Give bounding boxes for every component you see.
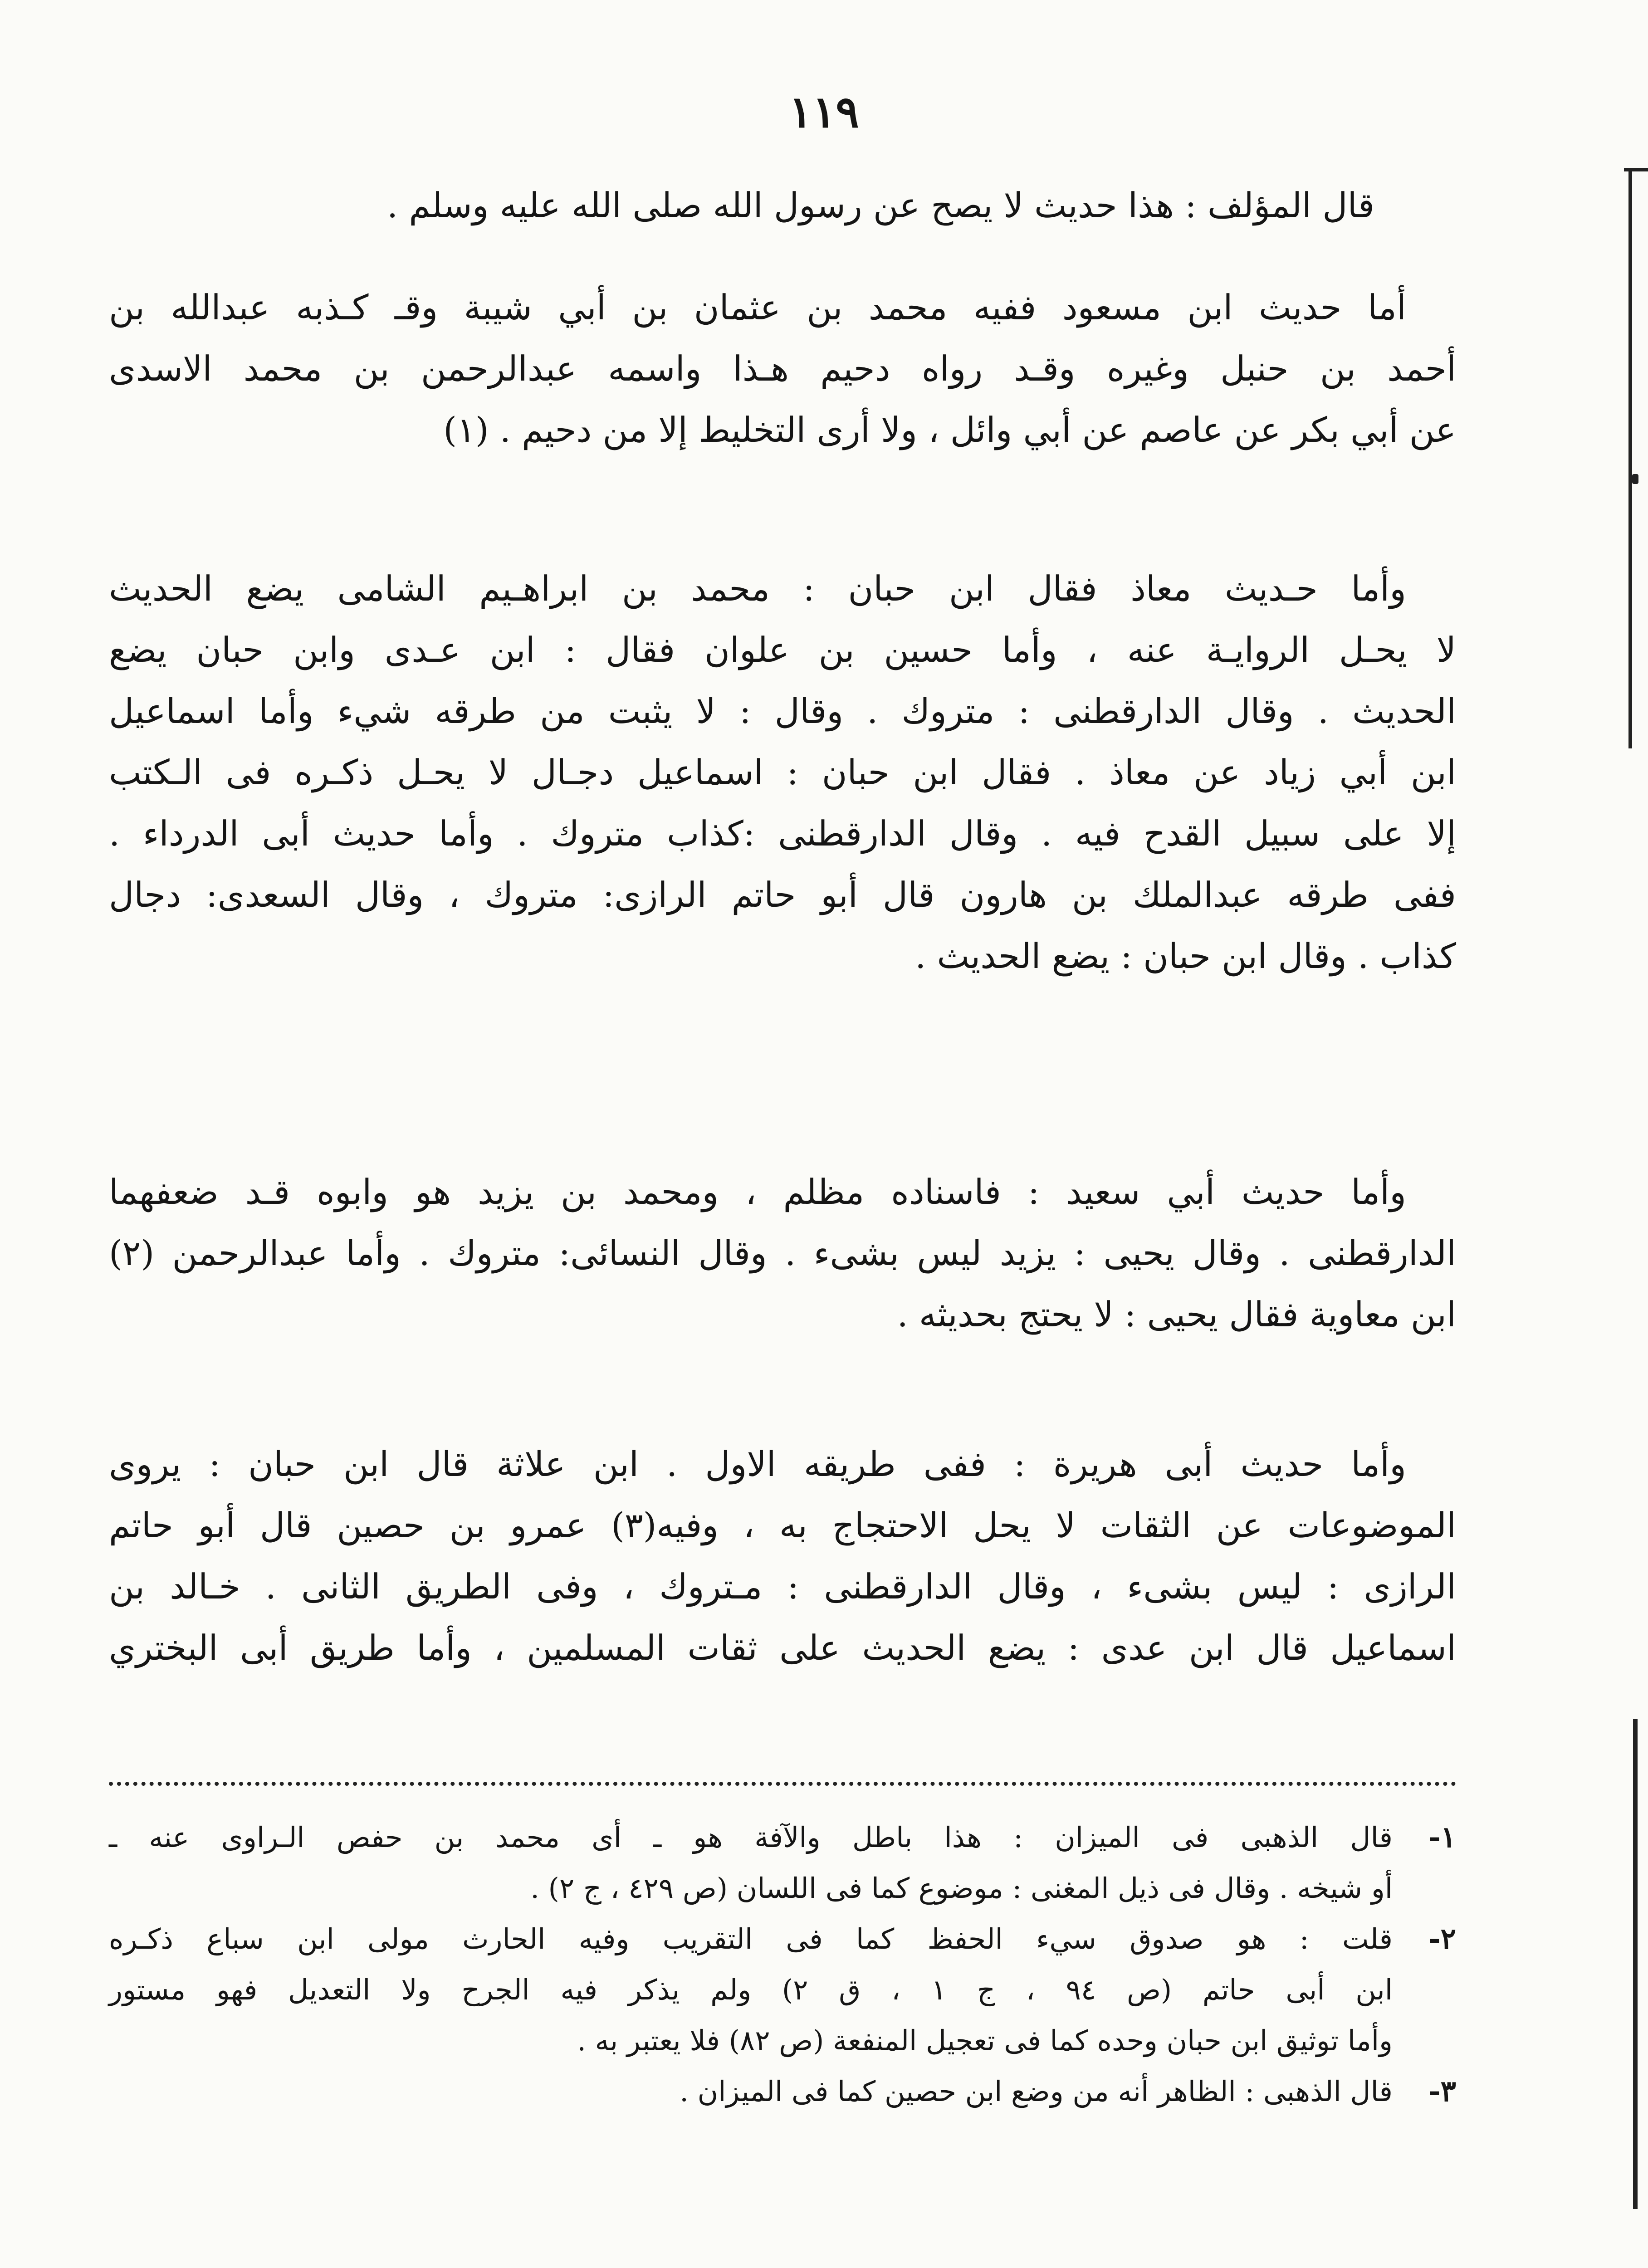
footnote-text bbox=[109, 2066, 1393, 2117]
paragraph-abu-hurayra bbox=[109, 1433, 1456, 1678]
paragraph-text bbox=[109, 558, 1456, 987]
footnote-number: ٣- bbox=[1428, 2074, 1456, 2108]
text-line: إلا على سبيل القدح فيه . وقال الدارقطنى :كذاب متروك . وأما حديث أبى الدرداء . bbox=[109, 813, 1456, 854]
footnote-text bbox=[109, 1914, 1393, 2066]
paragraph-ibn-masud bbox=[109, 277, 1456, 460]
author-statement-text bbox=[109, 175, 1456, 236]
text-line: ابن أبي زياد عن معاذ . فقال ابن حبان : اسماعيل دجـال لا يحـل ذكـره فى الـكتب bbox=[109, 752, 1456, 792]
text-line: لا يحـل الروايـة عنه ، وأما حسين بن علوان فقال : ابن عـدى وابن حبان يضع bbox=[109, 630, 1456, 670]
text-line: الموضوعات عن الثقات لا يحل الاحتجاج به ، وفيه(٣) عمرو بن حصين قال أبو حاتم bbox=[109, 1505, 1456, 1545]
text-line: وأما توثيق ابن حبان وحده كما فى تعجيل المنفعة (ص ٨٢) فلا يعتبر به . bbox=[577, 2024, 1393, 2057]
text-line: عن أبي بكر عن عاصم عن أبي وائل ، ولا أرى التخليط إلا من دحيم . (١) bbox=[443, 410, 1456, 450]
text-line: قال الذهبى : الظاهر أنه من وضع ابن حصين كما فى الميزان . bbox=[680, 2075, 1393, 2108]
footnote-text bbox=[109, 1812, 1393, 1914]
footnote-number: ٢- bbox=[1428, 1922, 1456, 1956]
text-line: قال الذهبى فى الميزان : هذا باطل والآفة هو ـ أى محمد بن حفص الـراوى عنه ـ bbox=[109, 1821, 1393, 1854]
text-line: الحديث . وقال الدارقطنى : متروك . وقال : لا يثبت من طرقه شيء وأما اسماعيل bbox=[109, 691, 1456, 731]
footnotes bbox=[109, 1812, 1456, 2117]
binding-edge-line bbox=[1633, 1719, 1638, 2209]
text-line: الدارقطنى . وقال يحيى : يزيد ليس بشىء . وقال النسائى: متروك . وأما عبدالرحمن (٢) bbox=[109, 1233, 1456, 1273]
text-line: كذاب . وقال ابن حبان : يضع الحديث . bbox=[915, 936, 1456, 976]
text-line: ابن معاوية فقال يحيى : لا يحتج بحديثه . bbox=[897, 1294, 1456, 1334]
paragraph-text bbox=[109, 1433, 1456, 1678]
text-line: أما حديث ابن مسعود ففيه محمد بن عثمان بن أبي شيبة وقـ كـذبه عبدالله بن bbox=[109, 287, 1406, 327]
footnote-1 bbox=[109, 1812, 1456, 1914]
text-line: ففى طرقه عبدالملك بن هارون قال أبو حاتم الرازى: متروك ، وقال السعدى: دجال bbox=[109, 875, 1456, 915]
text-line: أحمد بن حنبل وغيره وقـد رواه دحيم هـذا واسمه عبدالرحمن بن محمد الاسدى bbox=[109, 348, 1456, 389]
paragraph-muadh bbox=[109, 558, 1456, 987]
text-line: قال المؤلف : هذا حديث لا يصح عن رسول الله صلى الله عليه وسلم . bbox=[387, 185, 1374, 225]
paragraph-text bbox=[109, 1161, 1456, 1345]
text-line: اسماعيل قال ابن عدى : يضع الحديث على ثقات المسلمين ، وأما طريق أبى البختري bbox=[109, 1628, 1456, 1668]
text-line: الرازى : ليس بشىء ، وقال الدارقطنى : مـتروك ، وفى الطريق الثانى . خـالد بن bbox=[109, 1566, 1456, 1607]
margin-mark bbox=[1632, 474, 1638, 484]
page-number: ١١٩ bbox=[789, 86, 859, 137]
binding-edge-line bbox=[1628, 168, 1632, 748]
footnote-number: ١- bbox=[1428, 1820, 1456, 1854]
text-line: وأما حديث أبي سعيد : فاسناده مظلم ، ومحمد بن يزيد هو وابوه قـد ضعفهما bbox=[109, 1172, 1406, 1212]
text-line: أو شيخه . وقال فى ذيل المغنى : موضوع كما فى اللسان (ص ٤٢٩ ، ج ٢) . bbox=[530, 1872, 1393, 1905]
author-statement bbox=[109, 175, 1456, 236]
paragraph-abu-said bbox=[109, 1161, 1456, 1345]
binding-edge-mark bbox=[1624, 168, 1648, 171]
footnote-3 bbox=[109, 2066, 1456, 2117]
footnote-2 bbox=[109, 1914, 1456, 2066]
text-line: وأما حـديث معاذ فقال ابن حبان : محمد بن ابراهـيم الشامى يضع الحديث bbox=[109, 568, 1406, 609]
footnote-separator bbox=[109, 1782, 1456, 1795]
paragraph-text bbox=[109, 277, 1456, 460]
text-line: ابن أبى حاتم (ص ٩٤ ، ج ١ ، ق ٢) ولم يذكر فيه الجرح ولا التعديل فهو مستور bbox=[109, 1973, 1393, 2006]
text-line: قلت : هو صدوق سيء الحفظ كما فى التقريب وفيه الحارث مولى ابن سباع ذكـره bbox=[109, 1922, 1393, 1955]
text-line: وأما حديث أبى هريرة : ففى طريقه الاول . ابن علاثة قال ابن حبان : يروى bbox=[109, 1444, 1406, 1484]
